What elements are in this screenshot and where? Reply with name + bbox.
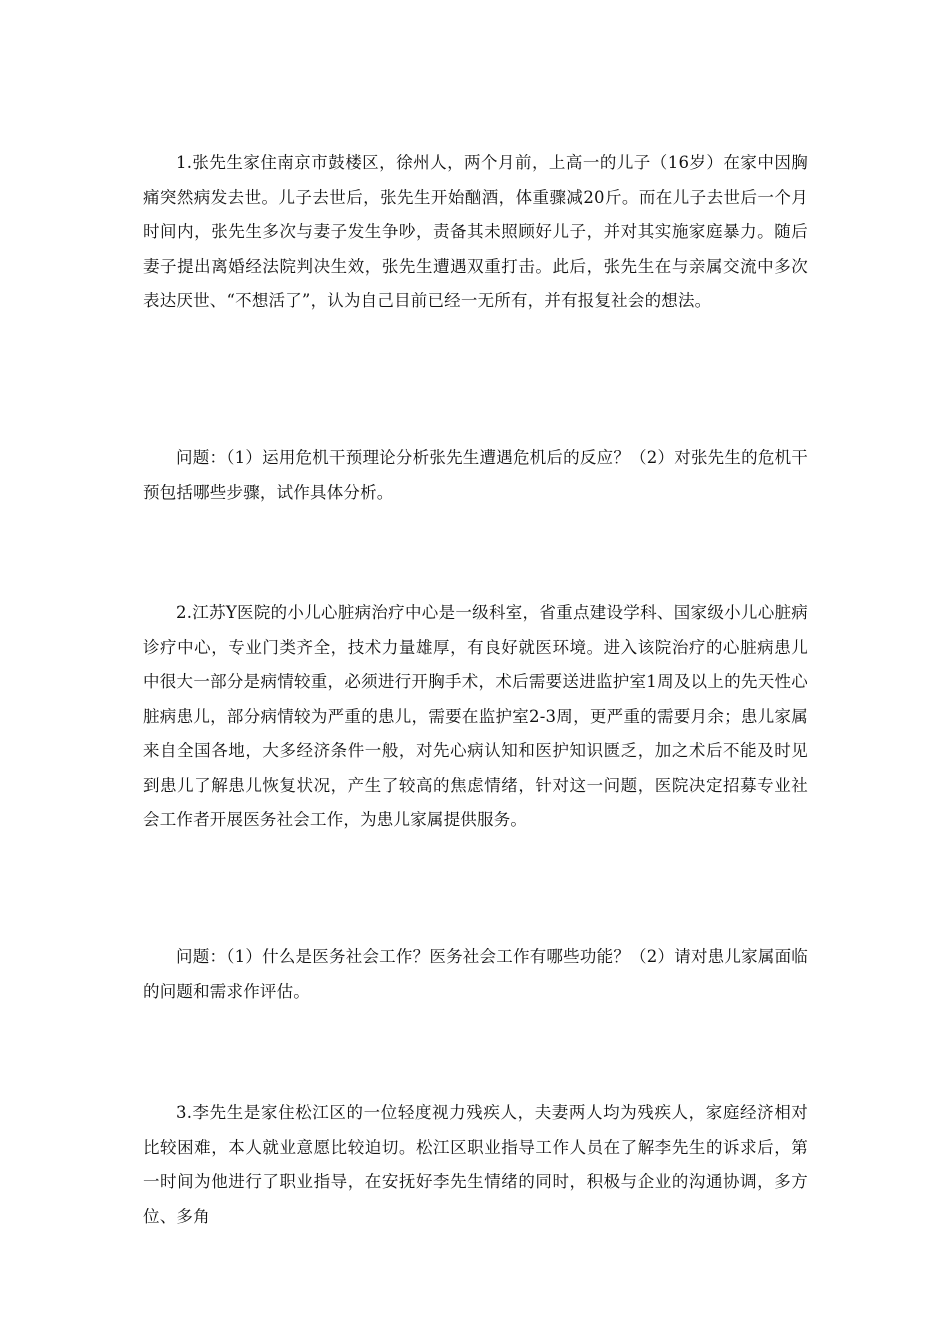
case-3-paragraph: 3.李先生是家住松江区的一位轻度视力残疾人，夫妻两人均为残疾人，家庭经济相对比较困难，本人就业意愿比较迫切。松江区职业指导工作人员在了解李先生的诉求后，第一时间为他进行了职业指导，在安抚好李先生情绪的同时，积极与企业的沟通协调，多方位、多角 xyxy=(143,1103,808,1226)
case-2-paragraph: 2.江苏Y医院的小儿心脏病治疗中心是一级科室，省重点建设学科、国家级小儿心脏病诊疗中心，专业门类齐全，技术力量雄厚，有良好就医环境。进入该院治疗的心脏病患儿中很大一部分是病情较重，必须进行开胸手术，术后需要送进监护室1周及以上的先天性心脏病患儿，部分病情较为严重的患儿，需要在监护室2-3周，更严重的需要月余；患儿家属来自全国各地，大多经济条件一般，对先心病认知和医护知识匮乏，加之术后不能及时见到患儿了解患儿恢复状况，产生了较高的焦虑情绪，针对这一问题，医院决定招募专业社会工作者开展医务社会工作，为患儿家属提供服务。 xyxy=(143,603,808,829)
case-1-question: 问题：（1）运用危机干预理论分析张先生遭遇危机后的反应？（2）对张先生的危机干预包括哪些步骤，试作具体分析。 xyxy=(143,448,808,502)
case-1-paragraph: 1.张先生家住南京市鼓楼区，徐州人，两个月前，上高一的儿子（16岁）在家中因胸痛突然病发去世。儿子去世后，张先生开始酗酒，体重骤减20斤。而在儿子去世后一个月时间内，张先生多次与妻子发生争吵，责备其未照顾好儿子，并对其实施家庭暴力。随后妻子提出离婚经法院判决生效，张先生遭遇双重打击。此后，张先生在与亲属交流中多次表达厌世、“不想活了”，认为自己目前已经一无所有，并有报复社会的想法。 xyxy=(143,153,808,310)
case-2-question: 问题：（1）什么是医务社会工作？医务社会工作有哪些功能？（2）请对患儿家属面临的问题和需求作评估。 xyxy=(143,947,808,1001)
